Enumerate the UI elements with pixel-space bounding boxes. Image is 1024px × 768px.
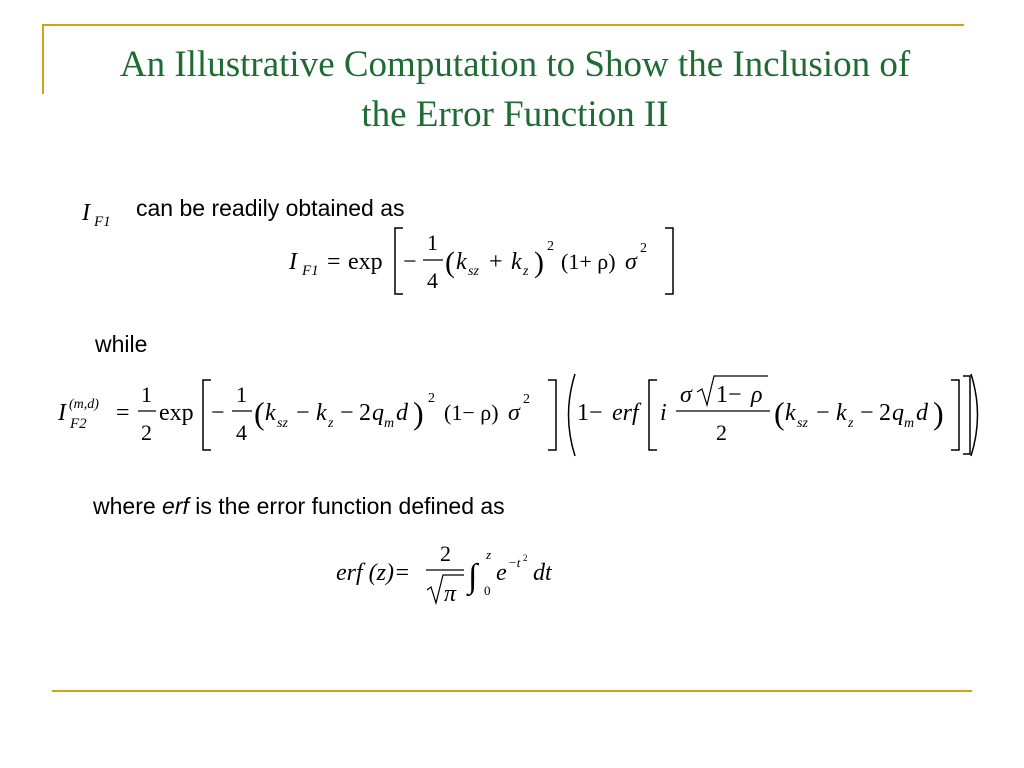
eq1-plus: + [489, 249, 503, 275]
title-rule-left [42, 24, 44, 94]
title-rule-top [42, 24, 964, 26]
slide-title [60, 40, 970, 140]
text-where-prefix: where [93, 493, 163, 519]
eq2-quarter-num: 1 [236, 382, 247, 407]
eq1-i: I [289, 249, 297, 275]
eq2-big-left-paren [569, 374, 576, 456]
eq2-left-bracket [203, 380, 211, 450]
eq2-sub-f2: F2 [70, 416, 87, 432]
eq2-k1: k [265, 400, 276, 426]
eq2-frac-sigma: σ [680, 382, 692, 408]
eq2-right-paren: ) [413, 395, 424, 431]
eq1-k2: k [511, 249, 522, 275]
eq2-coef-2: 2 [359, 400, 371, 426]
eq1-frac-den: 4 [427, 268, 438, 293]
eq2-sub-m2: m [904, 416, 915, 431]
text-readily-obtained: can be readily obtained as [136, 195, 405, 221]
eq2-erf: erf [612, 400, 639, 426]
footer-rule [52, 690, 972, 692]
equation-i-f2-svg [52, 370, 982, 462]
equation-erf-svg [330, 535, 570, 617]
eq2-k2: k [316, 400, 327, 426]
equation-erf-definition [330, 535, 570, 617]
eq1-square: 2 [547, 239, 554, 254]
eq2-sqrt-rho: ρ [751, 382, 763, 408]
symbol-i-f1 [80, 196, 130, 232]
eq1-right-paren: ) [534, 246, 544, 279]
eq2-outer-right-bracket [963, 376, 970, 454]
eq2-frac-den: 2 [716, 420, 727, 445]
eq2-inner-left-paren: ( [774, 395, 785, 431]
eq1-right-bracket [665, 228, 673, 294]
eq2-left-paren: ( [254, 395, 265, 431]
eq2-sigma-square: 2 [523, 392, 530, 407]
eq3-upper-limit: z [486, 547, 492, 562]
eq3-frac-num: 2 [440, 541, 451, 566]
symbol-i: I [82, 200, 90, 226]
eq2-equals: = [116, 400, 130, 426]
eq2-quarter-den: 4 [236, 420, 247, 445]
eq1-one-plus-rho: (1+ ρ) [561, 249, 616, 274]
equation-i-f1-svg [285, 222, 685, 300]
eq2-minus4: − [816, 400, 830, 426]
symbol-subscript-f1: F1 [94, 214, 111, 230]
eq1-left-bracket [395, 228, 403, 294]
title-line-2: the Error Function II [361, 94, 669, 135]
eq2-minus5: − [860, 400, 874, 426]
eq2-sub-sz: sz [277, 416, 288, 431]
equation-i-f2 [52, 370, 982, 462]
text-where-erf [93, 493, 505, 520]
eq2-sub-m: m [384, 416, 395, 431]
eq2-d2: d [916, 400, 928, 426]
eq2-k4: k [836, 400, 847, 426]
eq2-square: 2 [428, 391, 435, 406]
eq1-k1: k [456, 249, 467, 275]
eq2-q2: q [892, 400, 904, 426]
eq2-k3: k [785, 400, 796, 426]
eq2-sub-z: z [328, 416, 334, 431]
eq2-half-num: 1 [141, 382, 152, 407]
eq2-superscript-md: (m,d) [69, 397, 99, 412]
eq3-erf-z: erf (z)= [336, 560, 411, 586]
eq3-pi: π [444, 581, 457, 607]
eq2-erf-left-bracket [649, 380, 657, 450]
eq2-d: d [396, 400, 408, 426]
eq1-frac-num: 1 [427, 230, 438, 255]
eq1-left-paren: ( [445, 246, 455, 279]
eq2-coef-2b: 2 [879, 400, 891, 426]
eq1-equals: = [327, 249, 341, 275]
equation-i-f1 [285, 222, 685, 300]
eq2-sub-z2: z [848, 416, 854, 431]
eq2-q: q [372, 400, 384, 426]
eq2-half-den: 2 [141, 420, 152, 445]
eq3-exponent-square: 2 [523, 553, 528, 563]
eq2-minus2: − [296, 400, 310, 426]
eq1-sub-f1: F1 [302, 263, 319, 279]
eq3-exponent: −t [508, 555, 521, 570]
eq2-sqrt-one-minus: 1− [716, 382, 742, 408]
eq2-one-minus-rho: (1− ρ) [444, 400, 499, 425]
eq1-minus: − [403, 249, 417, 275]
eq2-one-minus: 1− [577, 400, 603, 426]
eq3-e: e [496, 560, 507, 586]
text-where-suffix: is the error function defined as [188, 493, 505, 519]
eq2-sigma: σ [508, 400, 520, 426]
symbol-i-f1-svg [80, 196, 130, 232]
eq2-minus3: − [340, 400, 354, 426]
eq2-inner-right-paren: ) [933, 395, 944, 431]
text-while: while [95, 331, 148, 357]
eq1-sub-z: z [523, 264, 529, 279]
eq2-minus: − [211, 400, 225, 426]
eq2-i-imag: i [660, 400, 667, 426]
title-line-1: An Illustrative Computation to Show the Inclusion of [119, 44, 911, 85]
eq2-right-bracket [548, 380, 556, 450]
eq1-exp: exp [348, 249, 383, 275]
eq2-erf-right-bracket [951, 380, 959, 450]
eq3-integral: ∫ [468, 558, 478, 595]
eq2-exp: exp [159, 400, 194, 426]
eq1-sigma: σ [625, 249, 637, 275]
eq1-sigma-square: 2 [640, 241, 647, 256]
eq1-sub-sz: sz [468, 264, 479, 279]
eq3-dt: dt [533, 560, 552, 586]
eq2-i: I [58, 400, 66, 426]
text-where-erf-term: erf [162, 493, 189, 519]
eq2-sub-sz2: sz [797, 416, 808, 431]
eq2-big-right-paren [971, 374, 978, 456]
eq3-lower-limit: 0 [484, 583, 491, 598]
